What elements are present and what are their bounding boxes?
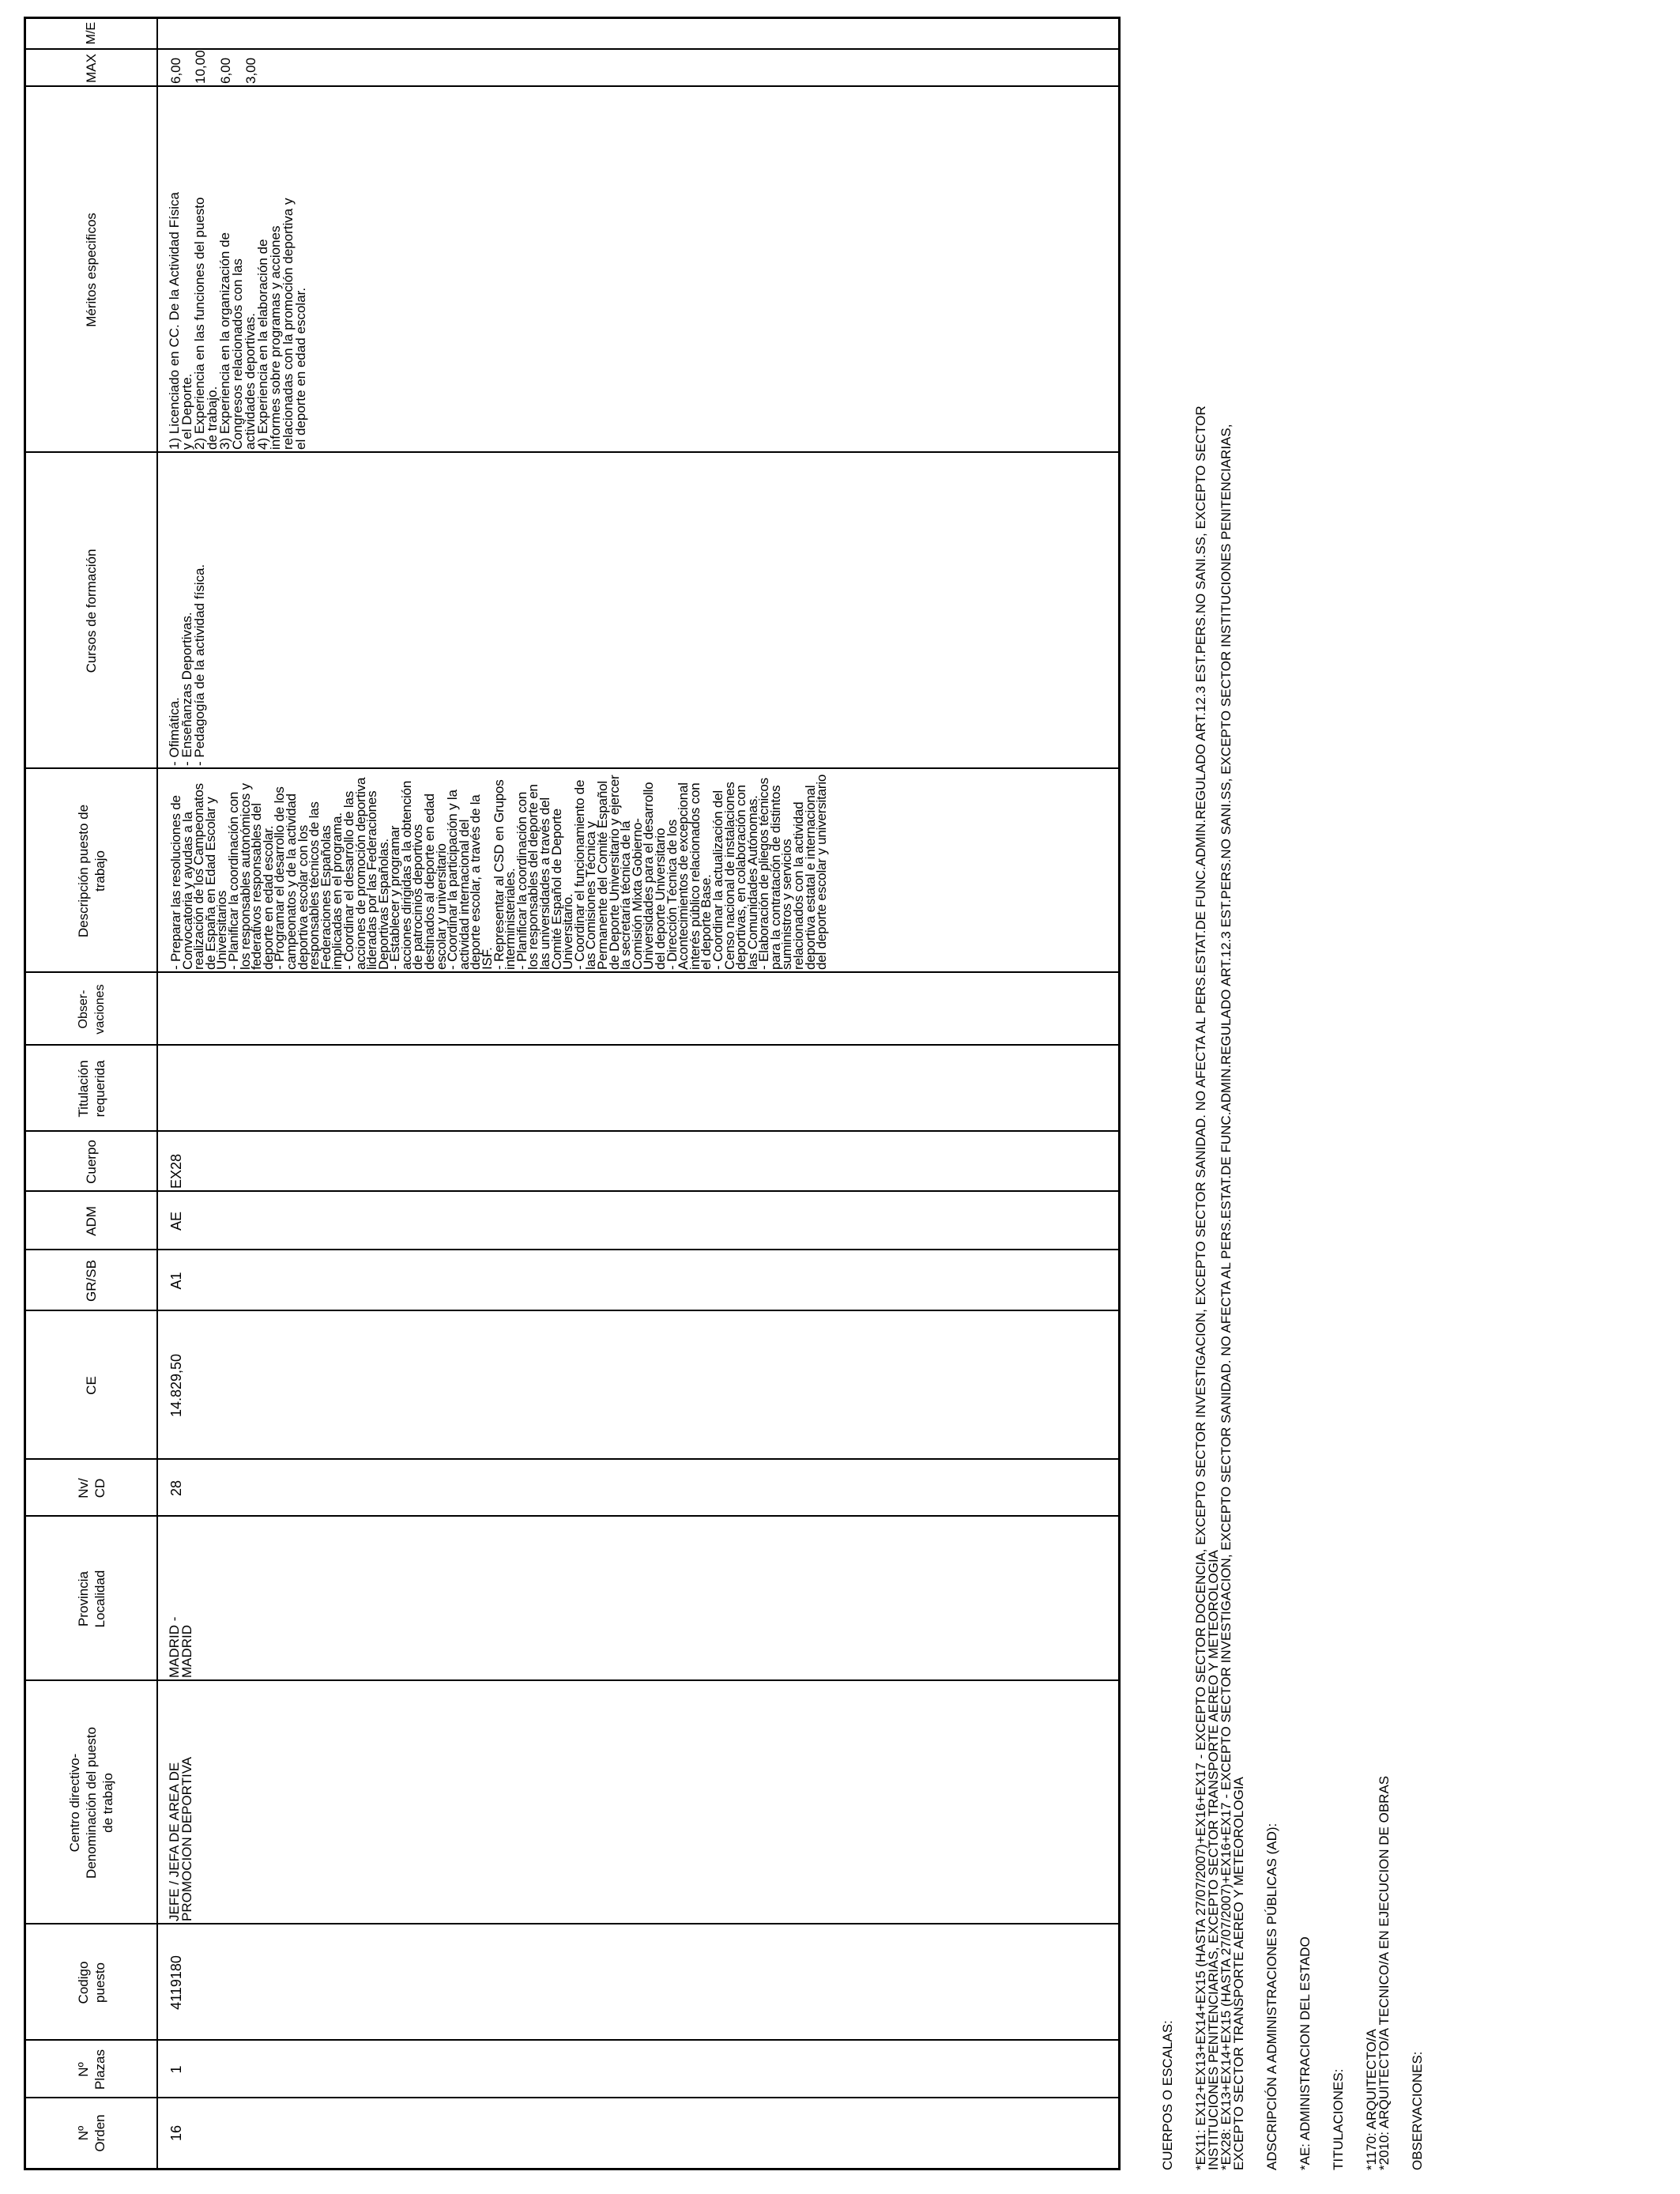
max-value: 10,00 <box>193 50 208 84</box>
cell-centro: JEFE / JEFA DE AREA DE PROMOCION DEPORTIVA <box>167 1756 194 1921</box>
ex28-definition-line1: *EX28: EX13+EX14+EX15 (HASTA 27/07/2007)+EX16+EX17 - EXCEPTO SECTOR INVESTIGACION, EXCEPTO SECTOR SANIDAD. NO AFECTA AL PERS.ESTAT.DE FUNC.ADMIN.REGULADO ART.12.3 EST.PERS.NO SANI.SS, EXCEPTO SECTOR INSTITUCIONES PENITENCIARIAS, <box>1219 424 1234 2170</box>
max-value: 6,00 <box>168 57 183 84</box>
col-divider <box>26 1249 1118 1250</box>
header-max: MAX <box>84 54 99 83</box>
titulacion-1170: *1170: ARQUITECTO/A <box>1364 2029 1379 2170</box>
col-divider <box>26 48 1118 50</box>
cell-cursos: - Ofimática. - Enseñanzas Deportivas. - Pedagogía de la actividad física. <box>167 564 207 766</box>
cell-grupo: A1 <box>168 1272 184 1290</box>
header-meritos: Méritos especificos <box>84 213 99 327</box>
ae-definition: *AE: ADMINISTRACION DEL ESTADO <box>1298 1936 1313 2170</box>
header-ce: CE <box>84 1376 99 1395</box>
ex28-definition-line2: EXCEPTO SECTOR TRANSPORTE AEREO Y METEOROLOGIA <box>1231 1777 1246 2170</box>
header-orden: Nº Orden <box>75 2114 107 2152</box>
header-descripcion: Descripción puesto de trabajo <box>75 804 107 938</box>
header-titulacion: Titulación requerida <box>75 1060 107 1118</box>
cell-ce: 14.829,50 <box>168 1353 184 1418</box>
header-adm: ADM <box>84 1206 99 1236</box>
header-nivel: Nv/ CD <box>75 1478 107 1498</box>
positions-table <box>24 17 1121 2170</box>
header-codigo: Codigo puesto <box>75 1961 107 2004</box>
col-divider <box>26 2039 1118 2041</box>
col-divider <box>26 1044 1118 1046</box>
cell-descripcion: - Preparar las resoluciones de Convocatoria y ayudas a la realización de los Campeonatos de España en Edad Escolar y Universitarios - Planificar la coordinación con los responsables autonómicos y federativos responsables del deporte en edad escolar. - Programar el desarrollo de los campeonatos y de la actividad deportiva escolar con los responsables técnicos de las Federaciones Españolas implicadas en el programa. - Coordinar el desarrollo de las acciones de promoción deportiva lideradas por las Federaciones Deportivas Españolas. - Establecer y programar acciones dirigidas a la obtención de patrocinios deportivos destinados al deporte en edad escolar y universitario - Coordinar la participación y la actividad internacional del deporte escolar, a través de la ISF. - Representar al CSD en Grupos interministeriales. - Planificar la coordinación con los responsables del deporte en las universidades a través del Comité Español de Deporte Universitario. - Coordinar el funcionamiento de las Comisiones Técnica y Permanente del Comité Español de Deporte Universitario y ejercer la secretaría técnica de la Comisión Mixta Gobierno- Universidades para el desarrollo del deporte Universitario - Dirección Técnica de los Acontecimientos de excepcional interés público relacionados con el deporte Base. - Coordinar la actualización del Censo nacional de instalaciones deportivas, en colaboración con las Comunidades Autónomas. - Elaboración de pliegos técnicos para la contratación de distintos suministros y servicios relacionados con la actividad deportiva estatal e internacional del deporte escolar y universitario <box>168 774 830 970</box>
cell-adm: AE <box>168 1212 184 1231</box>
max-value: 3,00 <box>243 57 258 84</box>
cell-orden: 16 <box>168 2124 184 2142</box>
cell-meritos: 1) Licenciado en CC. De la Actividad Física y el Deporte. 2) Experiencia en las funciones del puesto de trabajo. 3) Experiencia en la organización de Congresos relacionados con las actividades deportivas. 4) Experiencia en la elaboración de informes sobre programas y acciones relacionadas con la promoción deportiva y el deporte en edad escolar. <box>167 192 308 450</box>
col-divider <box>26 2097 1118 2098</box>
header-plazas: Nº Plazas <box>75 2049 107 2090</box>
titulaciones-title: TITULACIONES: <box>1331 2068 1346 2170</box>
titulacion-2010: *2010: ARQUITECTO/A TECNICO/A EN EJECUCION DE OBRAS <box>1377 1775 1392 2170</box>
header-centro: Centro directivo- Denominación del puesto de trabajo <box>67 1727 115 1879</box>
header-divider <box>156 19 158 2168</box>
col-divider <box>26 1130 1118 1132</box>
ex11-definition-line1: *EX11: EX12+EX13+EX14+EX15 (HASTA 27/07/2007)+EX16+EX17 - EXCEPTO SECTOR DOCENCIA, EXCEPTO SECTOR INVESTIGACION, EXCEPTO SECTOR SANIDAD. NO AFECTA AL PERS.ESTAT.DE FUNC.ADMIN.REGULADO ART.12.3 EST.PERS.NO SANI.SS, EXCEPTO SECTOR <box>1193 405 1208 2170</box>
cell-nivel: 28 <box>168 1480 184 1497</box>
header-observaciones: Obser- vaciones <box>76 984 107 1035</box>
observaciones-title: OBSERVACIONES: <box>1410 2051 1425 2170</box>
legend-notes <box>1162 36 1424 2170</box>
cuerpos-title: CUERPOS O ESCALAS: <box>1160 2020 1175 2170</box>
col-divider <box>26 1458 1118 1460</box>
header-grupo: GR/SB <box>84 1260 99 1302</box>
max-value: 6,00 <box>218 57 233 84</box>
adscripcion-title: ADSCRIPCIÓN A ADMINISTRACIONES PÚBLICAS (AD): <box>1264 1823 1279 2170</box>
ex11-definition-line2: INSTITUCIONES PENITENCIARIAS, EXCEPTO SECTOR TRANSPORTE AEREO Y METEOROLOGIA <box>1206 1549 1221 2170</box>
header-provincia: Provincia Localidad <box>75 1570 107 1628</box>
cell-provincia: MADRID - MADRID <box>167 1616 194 1678</box>
cell-codigo: 4119180 <box>168 1955 184 2010</box>
header-cursos: Cursos de formación <box>84 548 99 673</box>
cell-plazas: 1 <box>168 2065 184 2074</box>
cell-cuerpo: EX28 <box>168 1153 184 1189</box>
header-cuerpo: Cuerpo <box>84 1140 99 1184</box>
col-divider <box>26 1190 1118 1192</box>
header-me: M/E <box>85 21 98 45</box>
col-divider <box>26 1310 1118 1311</box>
